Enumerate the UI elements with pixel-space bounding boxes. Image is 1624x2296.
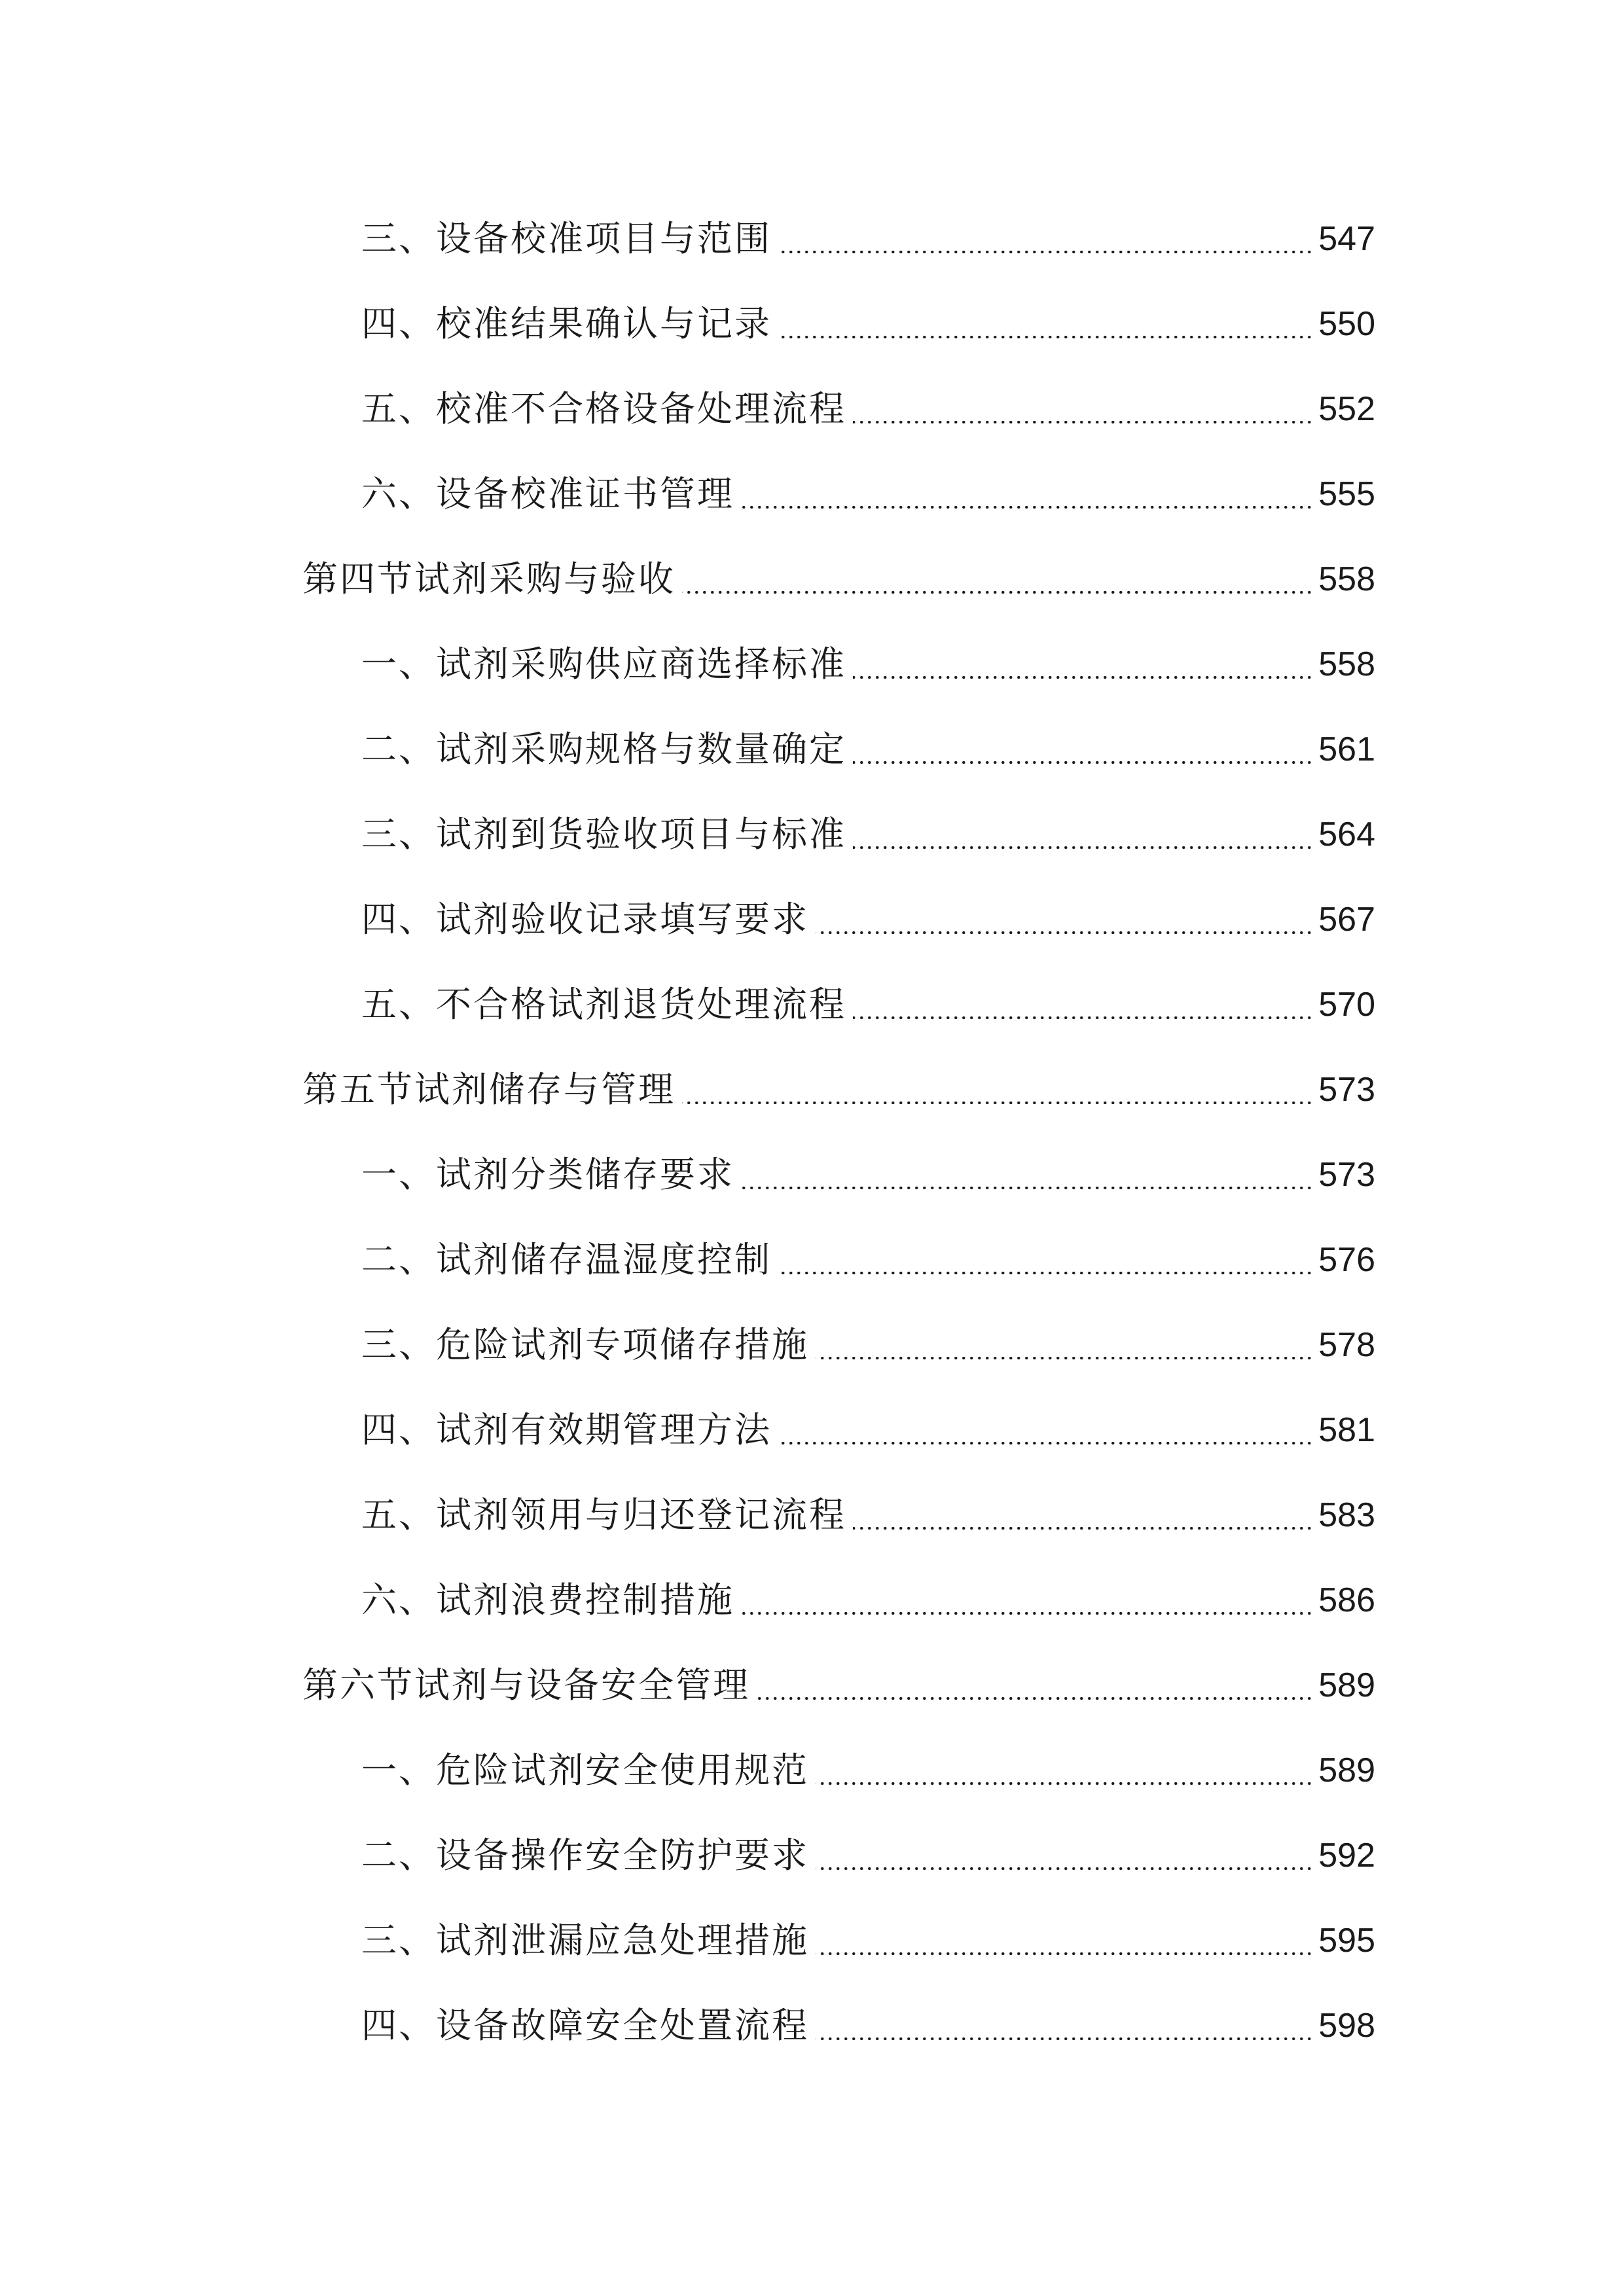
- toc-subsection-entry[interactable]: [0, 1983, 1624, 2068]
- toc-page-number: 573: [1318, 1071, 1375, 1109]
- toc-page-number: 586: [1318, 1581, 1375, 1619]
- toc-page-number: 552: [1318, 390, 1375, 428]
- toc-subsection-entry[interactable]: [0, 1132, 1624, 1217]
- toc-dot-leader: [778, 1442, 1313, 1444]
- toc-page-number: 564: [1318, 816, 1375, 853]
- toc-subsection-entry[interactable]: [0, 196, 1624, 281]
- toc-subsection-entry[interactable]: [0, 962, 1624, 1047]
- toc-dot-leader: [816, 931, 1313, 934]
- toc-dot-leader: [853, 1016, 1313, 1019]
- toc-entry-title: 第四节试剂采购与验收: [302, 558, 676, 600]
- toc-subsection-entry[interactable]: [0, 1558, 1624, 1643]
- toc-entry-title: 三、试剂到货验收项目与标准: [361, 814, 846, 855]
- toc-page-number: 598: [1318, 2007, 1375, 2045]
- toc-entry-title: 一、试剂分类储存要求: [361, 1154, 734, 1195]
- toc-dot-leader: [853, 676, 1313, 679]
- toc-subsection-entry[interactable]: [0, 1473, 1624, 1558]
- toc-subsection-entry[interactable]: [0, 1302, 1624, 1388]
- toc-page-number: 576: [1318, 1241, 1375, 1279]
- toc-entry-title: 五、不合格试剂退货处理流程: [361, 984, 846, 1025]
- toc-dot-leader: [778, 336, 1313, 338]
- toc-dot-leader: [816, 2037, 1313, 2040]
- toc-entry-line: [361, 792, 1375, 877]
- toc-dot-leader: [853, 421, 1313, 423]
- toc-dot-leader: [853, 1527, 1313, 1530]
- toc-dot-leader: [778, 1272, 1313, 1274]
- toc-entry-line: [361, 707, 1375, 792]
- toc-dot-leader: [741, 1187, 1313, 1189]
- toc-entry-title: 六、试剂浪费控制措施: [361, 1579, 734, 1621]
- toc-subsection-entry[interactable]: [0, 707, 1624, 792]
- toc-section-entry[interactable]: [0, 537, 1624, 622]
- toc-entry-title: 三、危险试剂专项储存措施: [361, 1324, 809, 1365]
- toc-page-number: 583: [1318, 1496, 1375, 1534]
- toc-dot-leader: [853, 761, 1313, 764]
- toc-dot-leader: [778, 251, 1313, 253]
- toc-entry-line: [361, 1898, 1375, 1983]
- toc-dot-leader: [741, 1612, 1313, 1615]
- toc-page-number: 561: [1318, 730, 1375, 768]
- toc-dot-leader: [816, 1782, 1313, 1785]
- toc-entry-line: [302, 1643, 1375, 1728]
- toc-entry-title: 四、试剂验收记录填写要求: [361, 899, 809, 940]
- toc-entry-title: 五、校准不合格设备处理流程: [361, 388, 846, 429]
- toc-entry-title: 五、试剂领用与归还登记流程: [361, 1494, 846, 1535]
- toc-entry-title: 一、试剂采购供应商选择标准: [361, 643, 846, 685]
- toc-page-number: 547: [1318, 220, 1375, 258]
- toc-entry-line: [302, 537, 1375, 622]
- toc-dot-leader: [816, 1952, 1313, 1955]
- toc-subsection-entry[interactable]: [0, 792, 1624, 877]
- toc-dot-leader: [757, 1697, 1313, 1700]
- toc-page-number: 592: [1318, 1837, 1375, 1874]
- toc-subsection-entry[interactable]: [0, 877, 1624, 962]
- toc-entry-title: 四、试剂有效期管理方法: [361, 1409, 772, 1450]
- toc-entry-title: 二、试剂采购规格与数量确定: [361, 728, 846, 770]
- toc-page-number: 567: [1318, 901, 1375, 939]
- toc-entry-title: 四、校准结果确认与记录: [361, 303, 772, 344]
- toc-subsection-entry[interactable]: [0, 1217, 1624, 1302]
- toc-dot-leader: [816, 1357, 1313, 1359]
- toc-entry-line: [361, 1813, 1375, 1898]
- toc-subsection-entry[interactable]: [0, 367, 1624, 452]
- toc-entry-title: 二、设备操作安全防护要求: [361, 1835, 809, 1876]
- toc-page-number: 570: [1318, 986, 1375, 1024]
- toc-entry-line: [361, 1983, 1375, 2068]
- toc-entry-title: 一、危险试剂安全使用规范: [361, 1749, 809, 1791]
- toc-entry-line: [361, 962, 1375, 1047]
- toc-entry-title: 二、试剂储存温湿度控制: [361, 1239, 772, 1280]
- toc-page-number: 558: [1318, 645, 1375, 683]
- toc-entry-line: [361, 452, 1375, 537]
- toc-section-entry[interactable]: [0, 1643, 1624, 1728]
- toc-entry-line: [361, 1473, 1375, 1558]
- toc-page-number: 581: [1318, 1411, 1375, 1449]
- toc-entry-line: [361, 196, 1375, 281]
- toc-entry-line: [361, 281, 1375, 367]
- toc-dot-leader: [853, 846, 1313, 849]
- toc-subsection-entry[interactable]: [0, 281, 1624, 367]
- toc-entry-line: [361, 1302, 1375, 1388]
- toc-entry-line: [361, 1558, 1375, 1643]
- toc-dot-leader: [682, 591, 1313, 594]
- toc-subsection-entry[interactable]: [0, 622, 1624, 707]
- toc-entry-title: 第六节试剂与设备安全管理: [302, 1664, 750, 1706]
- toc-entry-line: [361, 877, 1375, 962]
- toc-dot-leader: [816, 1867, 1313, 1870]
- toc-page-number: 550: [1318, 305, 1375, 343]
- toc-dot-leader: [682, 1102, 1313, 1104]
- table-of-contents: [0, 196, 1624, 2068]
- toc-entry-line: [361, 1728, 1375, 1813]
- toc-subsection-entry[interactable]: [0, 1388, 1624, 1473]
- toc-page-number: 578: [1318, 1326, 1375, 1364]
- toc-entry-line: [361, 1388, 1375, 1473]
- toc-subsection-entry[interactable]: [0, 452, 1624, 537]
- toc-page-number: 595: [1318, 1922, 1375, 1960]
- toc-page-number: 558: [1318, 560, 1375, 598]
- toc-page-number: 573: [1318, 1156, 1375, 1194]
- toc-entry-title: 三、试剂泄漏应急处理措施: [361, 1920, 809, 1961]
- toc-section-entry[interactable]: [0, 1047, 1624, 1132]
- toc-page-number: 555: [1318, 475, 1375, 513]
- toc-entry-title: 三、设备校准项目与范围: [361, 218, 772, 259]
- toc-entry-title: 六、设备校准证书管理: [361, 473, 734, 514]
- toc-subsection-entry[interactable]: [0, 1728, 1624, 1813]
- toc-dot-leader: [741, 506, 1313, 509]
- toc-subsection-entry[interactable]: [0, 1898, 1624, 1983]
- toc-entry-line: [302, 1047, 1375, 1132]
- toc-entry-line: [361, 622, 1375, 707]
- toc-page-number: 589: [1318, 1751, 1375, 1789]
- toc-entry-line: [361, 367, 1375, 452]
- toc-entry-title: 四、设备故障安全处置流程: [361, 2005, 809, 2046]
- toc-entry-line: [361, 1132, 1375, 1217]
- toc-entry-title: 第五节试剂储存与管理: [302, 1069, 676, 1110]
- toc-entry-line: [361, 1217, 1375, 1302]
- toc-page-number: 589: [1318, 1666, 1375, 1704]
- toc-subsection-entry[interactable]: [0, 1813, 1624, 1898]
